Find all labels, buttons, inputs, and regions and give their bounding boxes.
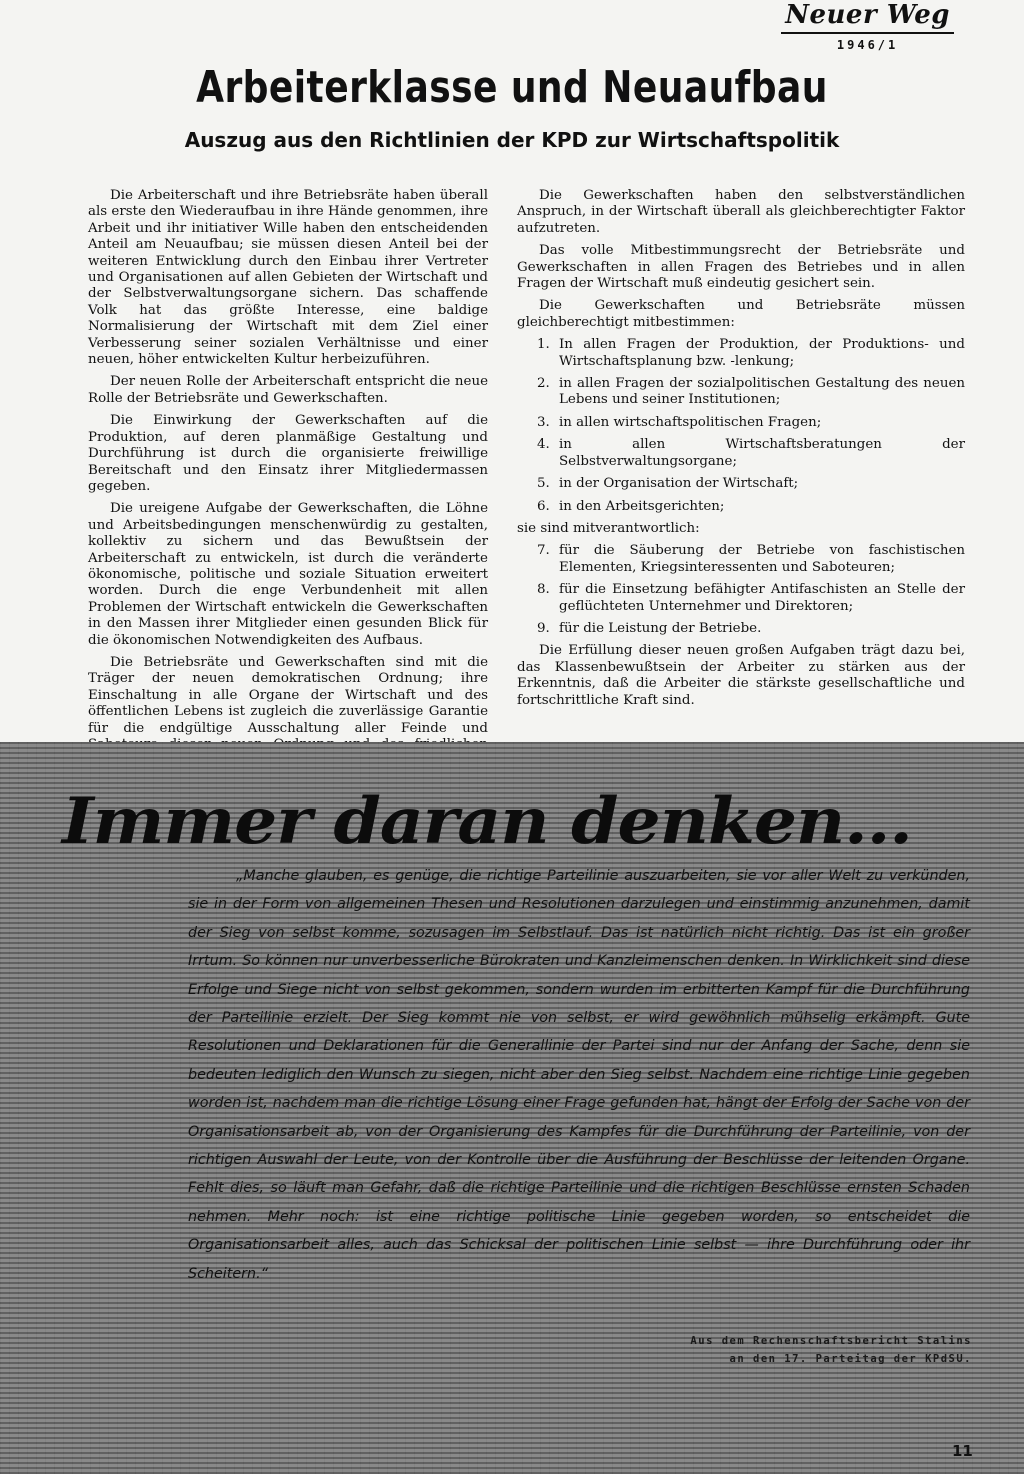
page-number: 11 [952, 1442, 973, 1460]
list-text: in der Organisation der Wirtschaft; [559, 476, 799, 492]
left-paragraph: Die ureigene Aufgabe der Gewerkschaften, die Löhne und Arbeitsbedingungen menschenwürdig zu gestalten, kollektiv zu sichern und das Bewußtsein der Arbeiterschaft zu entwickeln, ist durch die veränderte ökonomische, politische und soziale Situation erweitert worden. Durch die enge Verbundenheit mit allen Problemen der Wirtschaft entwickeln die Gewerkschaften in den Massen ihrer Mitglieder einen gesunden Blick für die ökonomischen Notwendigkeiten des Aufbaus. [88, 501, 488, 648]
source-line: Aus dem Rechenschaftsbericht Stalins [690, 1335, 972, 1347]
quote-source [612, 1332, 972, 1368]
list-number: 8. [537, 582, 550, 598]
subtitle: Auszug aus den Richtlinien der KPD zur Wirtschaftspolitik [184, 128, 840, 152]
list-text: für die Leistung der Betriebe. [559, 620, 762, 636]
quote-text: „Manche glauben, es genüge, die richtige Parteilinie auszuarbeiten, sie vor aller Welt zu verkünden, sie in der Form von allgemeinen Thesen und Resolutionen darzulegen und einstimmig anzunehmen, damit der Sieg von selbst komme, sozusagen im Selbstlauf. Das ist natürlich nicht richtig. Das ist ein großer Irrtum. So können nur unverbesserliche Bürokraten und Kanzleimenschen denken. In Wirklichkeit sind diese Erfolge und Siege nicht von selbst gekommen, sondern wurden im erbitterten Kampf für die Durchführung der Parteilinie erzielt. Der Sieg kommt nie von selbst, er wird gewöhnlich mühselig erkämpft. Gute Resolutionen und Deklarationen für die Generallinie der Partei sind nur der Anfang der Sache, denn sie bedeuten lediglich den Wunsch zu siegen, nicht aber den Sieg selbst. Nachdem eine richtige Linie gegeben worden ist, nachdem man die richtige Lösung einer Frage gefunden hat, hängt der Erfolg der Sache von der Organisationsarbeit ab, von der Organisierung des Kampfes für die Durchführung der Parteilinie, von der richtigen Auswahl der Leute, von der Kontrolle über die Ausführung der Beschlüsse der leitenden Organe. Fehlt dies, so läuft man Gefahr, daß die richtige Parteilinie und die richtigen Beschlüsse ernsten Schaden nehmen. Mehr noch: ist eine richtige politische Linie gegeben worden, so entscheidet die Organisationsarbeit alles, auch das Schicksal der politischen Linie selbst — ihre Durchführung oder ihr Scheitern.“ [188, 868, 970, 1282]
list-number: 9. [537, 620, 550, 636]
list-text: in allen Fragen der sozialpolitischen Gestaltung des neuen Lebens und seiner Institutionen; [559, 376, 965, 408]
list-item [517, 543, 965, 576]
masthead-issue: 1946/1 [836, 38, 899, 52]
masthead-title: Neuer Weg [781, 0, 954, 34]
list-item [517, 415, 965, 431]
responsibility-list [517, 543, 965, 637]
list-item [517, 437, 965, 470]
textured-quote-panel [0, 742, 1024, 1474]
left-paragraph: Die Betriebsräte und Gewerkschaften sind mit die Träger der neuen demokratischen Ordnung; ihre Einschaltung in alle Organe der Wirtschaft und des öffentlichen Lebens ist zugleich die zuverlässige Garantie für die endgültige Ausschaltung aller Feinde und [88, 654, 488, 736]
list-item [517, 337, 965, 370]
right-paragraph: Die Gewerkschaften und Betriebsräte müssen gleichberechtigt mitbestimmen: [517, 298, 965, 330]
list-item [517, 376, 965, 409]
left-column [88, 188, 488, 776]
list-item [517, 499, 965, 515]
closing-paragraph: Die Erfüllung dieser neuen großen Aufgaben trägt dazu bei, das Klassenbewußtsein der Arbeiter zu stärken aus der Erkenntnis, daß die Arbeiter die stärkste gesellschaftliche und fortschrittliche Kraft sind. [517, 643, 965, 708]
codetermination-list [517, 337, 965, 515]
right-paragraph: Die Gewerkschaften haben den selbstverständlichen Anspruch, in der Wirtschaft überall als gleichberechtigter Faktor aufzutreten. [517, 188, 965, 236]
right-paragraph: Das volle Mitbestimmungsrecht der Betriebsräte und Gewerkschaften in allen Fragen des Betriebes und in allen Fragen der Wirtschaft muß eindeutig gesichert sein. [517, 243, 965, 292]
list-connector: sie sind mitverantwortlich: [517, 520, 700, 536]
list-text: in allen wirtschaftspolitischen Fragen; [559, 414, 822, 430]
masthead [781, 0, 954, 52]
script-heading: Immer daran denken... [62, 784, 912, 859]
list-number: 2. [537, 376, 550, 392]
list-item [517, 621, 965, 637]
left-paragraph: Die Einwirkung der Gewerkschaften auf die Produktion, auf deren planmäßige Gestaltung und Durchführung ist durch die organisierte freiwillige Bereitschaft und den Einsatz ihrer Mitgliedermassen gegeben. [88, 413, 488, 494]
list-text: in den Arbeitsgerichten; [559, 498, 725, 514]
list-item [517, 476, 965, 492]
list-number: 1. [537, 337, 550, 353]
list-item [517, 582, 965, 615]
list-text: für die Säuberung der Betriebe von faschistischen Elementen, Kriegsinteressenten und Saboteuren; [559, 543, 965, 575]
left-paragraph: Die Arbeiterschaft und ihre Betriebsräte haben überall als erste den Wiederaufbau in ihre Hände genommen, ihre Arbeit und ihr initiativer Wille haben den entscheidenden Anteil am Neuaufbau; sie müssen diesen Anteil bei der weiteren Entwicklung durch den Einbau ihrer Vertreter und Organisationen auf allen Gebieten der Wirtschaft und der Selbstverwaltungsorgane sichern. Das schaffende Volk hat das größte Interesse, eine baldige Normalisierung der Wirtschaft mit dem Ziel einer Verbesserung seiner sozialen Verhältnisse und einer neuen, höher entwickelten Kultur herbeizuführen. [88, 188, 488, 368]
list-number: 6. [537, 498, 550, 514]
list-text: In allen Fragen der Produktion, der Produktions- und Wirtschaftsplanung bzw. -lenkung; [559, 337, 965, 369]
list-text: in allen Wirtschaftsberatungen der Selbstverwaltungsorgane; [559, 437, 965, 469]
left-paragraph: Der neuen Rolle der Arbeiterschaft entspricht die neue Rolle der Betriebsräte und Gewerkschaften. [88, 374, 488, 406]
list-number: 7. [537, 543, 550, 559]
source-line: an den 17. Parteitag der KPdSU. [729, 1353, 972, 1365]
stalin-quote [188, 862, 970, 1288]
list-text: für die Einsetzung befähigter Antifaschisten an Stelle der geflüchteten Unternehmer und Direktoren; [559, 582, 965, 614]
list-number: 5. [537, 476, 550, 492]
headline: Arbeiterklasse und Neuaufbau [196, 62, 828, 113]
list-number: 4. [537, 437, 550, 453]
list-number: 3. [537, 414, 550, 430]
right-column [517, 188, 965, 715]
